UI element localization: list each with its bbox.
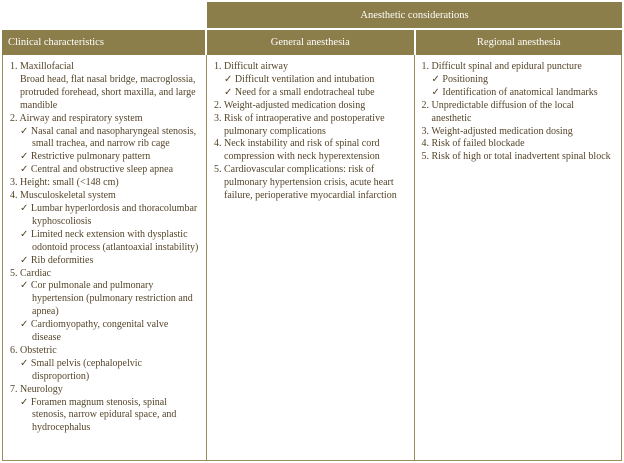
numbered-item: 1. Difficult spinal and epidural puncture	[421, 61, 582, 72]
check-icon: ✓	[20, 202, 29, 214]
column-header-row	[2, 30, 622, 55]
top-header-anesthetic-considerations: Anesthetic considerations	[207, 2, 622, 28]
check-item: ✓ Limited neck extension with dysplastic odontoid process (atlantoaxial instability)	[20, 228, 199, 253]
check-item: ✓ Rib deformities	[20, 254, 94, 266]
numbered-item: 3. Height: small (<148 cm)	[10, 177, 119, 189]
numbered-item: 2. Unpredictable diffusion of the local anesthetic	[421, 99, 575, 124]
column-header-general-anesthesia: General anesthesia	[207, 30, 414, 55]
check-item: ✓ Cor pulmonale and pulmonary hypertension (pulmonary restriction and apnea)	[20, 280, 193, 318]
numbered-item: 2. Weight-adjusted medication dosing	[214, 99, 366, 111]
check-icon: ✓	[224, 73, 233, 85]
check-icon: ✓	[20, 164, 29, 176]
numbered-item: 5. Risk of high or total inadvertent spinal block	[421, 151, 611, 163]
numbered-item: 7. Neurology	[10, 383, 63, 395]
numbered-item: 4. Risk of failed blockade	[421, 138, 525, 150]
check-item: ✓ Nasal canal and nasopharyngeal stenosis, small trachea, and narrow rib cage	[20, 125, 197, 150]
numbered-item: 2. Airway and respiratory system	[10, 112, 143, 124]
check-icon: ✓	[20, 125, 29, 137]
table-body	[2, 55, 622, 461]
numbered-item: 3. Weight-adjusted medication dosing	[421, 125, 573, 137]
check-item: ✓ Foramen magnum stenosis, spinal stenosis, narrow epidural space, and hydrocephalus	[20, 396, 177, 434]
check-item: ✓ Restrictive pulmonary pattern	[20, 151, 151, 163]
column-header-regional-anesthesia: Regional anesthesia	[416, 30, 623, 55]
check-item: ✓ Identification of anatomical landmarks	[431, 86, 598, 98]
numbered-item: 5. Cardiac	[10, 267, 52, 279]
column-regional-anesthesia	[414, 55, 622, 460]
check-item: ✓ Cardiomyopathy, congenital valve disease	[20, 319, 169, 344]
check-icon: ✓	[20, 319, 29, 331]
text-item: Broad head, flat nasal bridge, macroglossia, protruded forehead, short maxilla, and large mandible	[20, 73, 196, 111]
check-icon: ✓	[431, 86, 440, 98]
column-header-clinical-characteristics: Clinical characteristics	[2, 30, 205, 55]
numbered-item: 5. Cardiovascular complications: risk of pulmonary hypertension crisis, acute heart failure, perioperative myocardial infarction	[214, 164, 397, 202]
numbered-item: 3. Risk of intraoperative and postoperative pulmonary complications	[214, 112, 385, 137]
top-header-row	[2, 2, 622, 28]
numbered-item: 6. Obstetric	[10, 344, 57, 356]
numbered-item: 1. Maxillofacial	[10, 61, 74, 72]
check-icon: ✓	[20, 396, 29, 408]
numbered-item: 4. Neck instability and risk of spinal cord compression with neck hyperextension	[214, 138, 380, 163]
check-item: ✓ Need for a small endotracheal tube	[224, 86, 375, 98]
check-icon: ✓	[20, 254, 29, 266]
check-icon: ✓	[224, 86, 233, 98]
numbered-item: 1. Difficult airway	[214, 61, 288, 72]
column-clinical-characteristics	[3, 55, 206, 460]
check-item: ✓ Positioning	[431, 73, 488, 85]
check-icon: ✓	[431, 73, 440, 85]
check-icon: ✓	[20, 228, 29, 240]
empty-corner-cell	[2, 2, 205, 28]
numbered-item: 4. Musculoskeletal system	[10, 190, 116, 202]
column-general-anesthesia	[206, 55, 414, 460]
check-icon: ✓	[20, 151, 29, 163]
check-icon: ✓	[20, 357, 29, 369]
check-item: ✓ Central and obstructive sleep apnea	[20, 164, 174, 176]
check-item: ✓ Small pelvis (cephalopelvic disproportion)	[20, 357, 142, 382]
check-item: ✓ Difficult ventilation and intubation	[224, 73, 375, 85]
check-icon: ✓	[20, 280, 29, 292]
check-item: ✓ Lumbar hyperlordosis and thoracolumbar kyphoscoliosis	[20, 202, 198, 227]
